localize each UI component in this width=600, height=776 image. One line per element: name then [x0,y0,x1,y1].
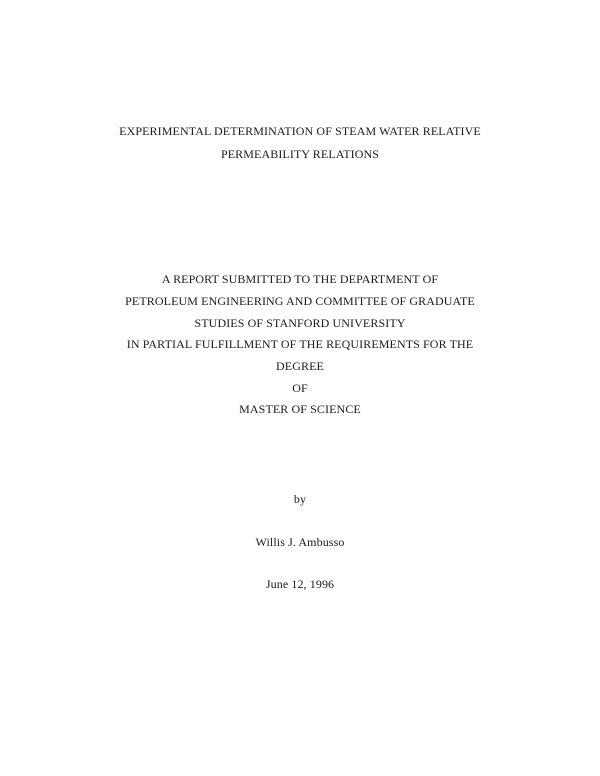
submission-line-3: STUDIES OF STANFORD UNIVERSITY [194,316,406,330]
author-name: Willis J. Ambusso [255,535,345,549]
report-date: June 12, 1996 [265,577,335,591]
submission-line-4: IN PARTIAL FULFILLMENT OF THE REQUIREMENTS FOR THE [126,337,474,351]
submission-line-5: DEGREE [276,359,324,373]
submission-line-1: A REPORT SUBMITTED TO THE DEPARTMENT OF [161,272,439,286]
title-line-1: EXPERIMENTAL DETERMINATION OF STEAM WATER RELATIVE [119,124,481,138]
submission-line-6: OF [292,381,308,395]
submission-line-2: PETROLEUM ENGINEERING AND COMMITTEE OF GRADUATE [125,294,475,308]
submission-line-7: MASTER OF SCIENCE [239,402,361,416]
title-line-2: PERMEABILITY RELATIONS [220,147,380,161]
by-label: by [293,492,307,506]
